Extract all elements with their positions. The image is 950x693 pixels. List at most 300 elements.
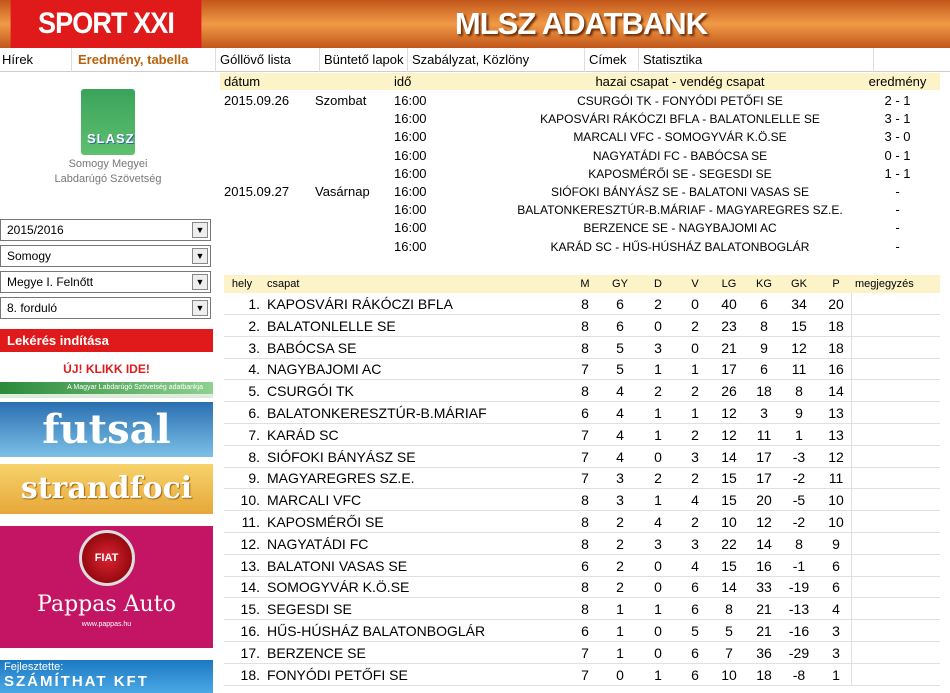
losses: 1: [691, 361, 699, 378]
goals-for: 10: [721, 666, 737, 683]
losses: 1: [691, 405, 699, 421]
goals-against: 12: [756, 514, 772, 530]
goals-for: 15: [721, 470, 737, 487]
note-cell: [851, 555, 940, 577]
col-match: hazai csapat - vendég csapat: [595, 74, 765, 89]
query-button[interactable]: Lekérés indítása: [0, 329, 213, 352]
wins: 4: [616, 448, 624, 465]
match-score: -: [895, 184, 900, 199]
wins: 6: [616, 317, 624, 334]
season-select-value: 2015/2016: [7, 223, 64, 237]
rank: 4.: [248, 361, 260, 378]
nav-item-statisztika[interactable]: Statisztika: [639, 48, 874, 72]
team-name[interactable]: KAPOSMÉRŐI SE: [267, 514, 384, 530]
goals-for: 8: [725, 601, 733, 618]
points: 13: [828, 405, 844, 421]
rank: 1.: [248, 296, 260, 312]
team-name[interactable]: FONYÓDI PETŐFI SE: [267, 666, 408, 683]
note-cell: [851, 642, 940, 664]
goal-diff: -3: [792, 448, 806, 465]
col-gy: GY: [612, 278, 628, 290]
note-cell: [851, 402, 940, 424]
match-score: 0 - 1: [884, 147, 911, 163]
sport-xxi-logo[interactable]: SPORT XXI: [11, 0, 202, 48]
points: 14: [828, 383, 844, 400]
points: 10: [828, 514, 844, 530]
match-score: -: [895, 238, 900, 254]
header-banner: [0, 0, 950, 48]
goals-for: 21: [721, 339, 737, 356]
matches: 6: [581, 405, 589, 421]
goal-diff: 1: [795, 426, 803, 443]
rank: 14.: [240, 579, 260, 596]
note-cell: [851, 598, 940, 620]
match-time: 16:00: [394, 184, 427, 199]
losses: 0: [691, 296, 699, 312]
developer-label: Fejlesztette:: [4, 661, 64, 673]
points: 6: [832, 579, 840, 596]
standings-row: [224, 598, 940, 620]
nav-item-gollovo-lista[interactable]: Góllövő lista: [216, 48, 320, 72]
standings-row: [224, 489, 940, 511]
team-name[interactable]: BALATONLELLE SE: [267, 317, 396, 334]
match-time: 16:00: [394, 202, 427, 218]
rank: 2.: [248, 317, 260, 334]
goals-against: 21: [756, 601, 772, 618]
match-date: 2015.09.27: [224, 184, 290, 199]
chevron-down-icon[interactable]: ▼: [192, 222, 208, 238]
draws: 0: [654, 644, 662, 661]
goal-diff: -8: [792, 666, 806, 683]
goal-diff: 11: [791, 361, 807, 378]
match-time: 16:00: [394, 165, 427, 181]
goal-diff: -13: [788, 601, 810, 618]
strandfoci-banner[interactable]: strandfoci: [0, 464, 213, 514]
rank: 16.: [240, 623, 260, 639]
team-name[interactable]: KAPOSVÁRI RÁKÓCZI BFLA: [267, 296, 453, 312]
note-cell: [851, 489, 940, 511]
goals-against: 21: [756, 623, 772, 639]
col-time: idő: [394, 74, 412, 89]
slasz-logo[interactable]: [48, 89, 168, 199]
match-row: [220, 219, 940, 237]
wins: 1: [616, 601, 624, 618]
note-cell: [851, 358, 940, 380]
goals-for: 15: [721, 557, 737, 574]
losses: 2: [691, 514, 699, 530]
goals-for: 7: [725, 644, 733, 661]
draws: 0: [654, 557, 662, 574]
matches: 8: [581, 601, 589, 618]
goals-against: 20: [756, 492, 772, 509]
rank: 6.: [248, 405, 260, 421]
matches: 8: [581, 492, 589, 509]
match-teams: KAPOSVÁRI RÁKÓCZI BFLA - BALATONLELLE SE: [540, 112, 820, 127]
col-m: M: [580, 278, 590, 290]
match-time: 16:00: [394, 111, 427, 127]
goals-for: 17: [721, 361, 737, 378]
nav-item-hirek[interactable]: Hírek: [0, 48, 72, 72]
wins: 2: [616, 535, 624, 552]
match-time: 16:00: [394, 147, 427, 163]
team-name[interactable]: BABÓCSA SE: [267, 339, 357, 356]
fiat-pappas-banner[interactable]: [0, 526, 213, 648]
team-name[interactable]: SIÓFOKI BÁNYÁSZ SE: [267, 448, 416, 465]
team-name[interactable]: NAGYBAJOMI AC: [267, 361, 382, 378]
col-gk: GK: [791, 278, 807, 290]
losses: 2: [691, 383, 699, 400]
points: 9: [832, 535, 840, 552]
rank: 12.: [240, 535, 260, 552]
nav-item-eredmeny-tabella[interactable]: Eredmény, tabella: [72, 48, 216, 72]
wins: 3: [616, 470, 624, 487]
note-cell: [851, 511, 940, 533]
draws: 0: [654, 317, 662, 334]
round-select[interactable]: [0, 297, 211, 319]
promo-new-label: ÚJ! KLIKK IDE!: [63, 362, 150, 376]
goals-against: 14: [756, 535, 772, 552]
matches: 6: [581, 557, 589, 574]
draws: 1: [654, 666, 662, 683]
goals-for: 22: [721, 535, 737, 552]
draws: 1: [654, 405, 662, 421]
team-name[interactable]: SOMOGYVÁR K.Ö.SE: [267, 579, 410, 596]
match-score: -: [895, 202, 900, 218]
points: 3: [832, 623, 840, 639]
goal-diff: 34: [791, 296, 807, 312]
losses: 0: [691, 339, 699, 356]
rank: 15.: [240, 601, 260, 618]
points: 3: [832, 644, 840, 661]
standings-row: [224, 337, 940, 359]
goal-diff: -1: [792, 557, 806, 574]
col-lg: LG: [721, 278, 737, 290]
nav-item-cimek[interactable]: Címek: [585, 48, 639, 72]
match-teams: BALATONKERESZTÚR-B.MÁRIAF - MAGYAREGRES SZ.E.: [517, 203, 843, 218]
note-cell: [851, 337, 940, 359]
match-teams: KARÁD SC - HŰS-HÚSHÁZ BALATONBOGLÁR: [550, 239, 810, 254]
goal-diff: 12: [791, 339, 807, 356]
losses: 2: [691, 426, 699, 443]
league-select-value: Megye I. Felnőtt: [7, 275, 94, 289]
match-row: [220, 128, 940, 146]
matches: 8: [581, 535, 589, 552]
matches: 7: [581, 361, 589, 378]
standings-row: [224, 533, 940, 555]
nav-item-szabalyzat[interactable]: Szabályzat, Közlöny: [408, 48, 585, 72]
draws: 3: [654, 535, 662, 552]
futsal-banner[interactable]: futsal: [0, 402, 213, 457]
match-row: [220, 183, 940, 201]
col-d: D: [654, 278, 662, 290]
goal-diff: -2: [792, 470, 806, 487]
goals-for: 14: [721, 579, 737, 596]
goals-against: 18: [756, 383, 772, 400]
draws: 3: [654, 339, 662, 356]
col-v: V: [691, 278, 699, 290]
losses: 6: [691, 579, 699, 596]
note-cell: [851, 620, 940, 642]
standings-row: [224, 424, 940, 446]
wins: 3: [616, 492, 624, 509]
team-name[interactable]: MAGYAREGRES SZ.E.: [267, 470, 415, 487]
standings-row: [224, 315, 940, 337]
goals-against: 8: [760, 317, 768, 334]
goals-for: 40: [721, 296, 737, 312]
match-teams: BERZENCE SE - NAGYBAJOMI AC: [583, 221, 777, 236]
match-score: 1 - 1: [884, 165, 911, 181]
note-cell: [851, 293, 940, 315]
goals-against: 6: [760, 361, 768, 378]
rank: 17.: [240, 644, 260, 661]
draws: 2: [654, 296, 662, 312]
note-cell: [851, 533, 940, 555]
draws: 4: [654, 514, 662, 530]
goal-diff: -2: [792, 514, 806, 530]
goals-for: 15: [721, 492, 737, 509]
matches: 7: [581, 666, 589, 683]
top-nav: [0, 48, 950, 72]
team-name[interactable]: KARÁD SC: [267, 426, 339, 443]
draws: 1: [654, 361, 662, 378]
matches: 8: [581, 383, 589, 400]
goal-diff: 15: [791, 317, 807, 334]
goals-against: 36: [756, 644, 772, 661]
match-day: Szombat: [315, 93, 367, 108]
match-score: -: [895, 220, 900, 236]
standings-row: [224, 293, 940, 315]
match-date: 2015.09.26: [224, 93, 290, 108]
losses: 2: [691, 470, 699, 487]
fiat-emblem-icon: FIAT: [79, 530, 135, 586]
standings-row: [224, 380, 940, 402]
match-day: Vasárnap: [315, 184, 370, 199]
rank: 5.: [248, 383, 260, 400]
match-row: [220, 110, 940, 128]
points: 16: [828, 361, 844, 378]
standings-row: [224, 620, 940, 642]
note-cell: [851, 664, 940, 686]
goal-diff: -29: [788, 644, 810, 661]
note-cell: [851, 446, 940, 468]
rank: 9.: [248, 470, 260, 487]
goals-against: 18: [756, 666, 772, 683]
matches: 8: [581, 296, 589, 312]
rank: 10.: [240, 492, 260, 509]
col-result: eredmény: [868, 74, 927, 89]
goals-against: 17: [756, 448, 772, 465]
goals-against: 6: [760, 296, 768, 312]
slasz-caption-1: Somogy Megyei: [68, 158, 148, 170]
goal-diff: -19: [788, 579, 810, 596]
round-select-value: 8. forduló: [7, 301, 58, 315]
rank: 3.: [248, 339, 260, 356]
points: 18: [828, 339, 844, 356]
match-teams: NAGYATÁDI FC - BABÓCSA SE: [592, 148, 768, 163]
season-select[interactable]: [0, 219, 211, 241]
team-name[interactable]: HŰS-HÚSHÁZ BALATONBOGLÁR: [267, 623, 486, 639]
county-select[interactable]: [0, 245, 211, 267]
standings-header: [224, 275, 940, 293]
col-kg: KG: [756, 278, 772, 290]
fiat-dealer-name: Pappas Auto: [37, 592, 176, 617]
team-name[interactable]: BERZENCE SE: [267, 644, 366, 661]
match-row: [220, 201, 940, 219]
note-cell: [851, 380, 940, 402]
rank: 8.: [248, 448, 260, 465]
goals-against: 11: [756, 426, 772, 443]
losses: 2: [691, 317, 699, 334]
chevron-down-icon[interactable]: ▼: [192, 248, 208, 264]
standings-row: [224, 664, 940, 686]
match-row: [220, 147, 940, 165]
goals-for: 5: [725, 623, 733, 639]
goals-against: 33: [756, 579, 772, 596]
wins: 5: [616, 339, 624, 356]
team-name[interactable]: CSURGÓI TK: [267, 383, 354, 400]
rank: 7.: [248, 426, 260, 443]
col-csapat: csapat: [267, 278, 300, 290]
goals-for: 23: [721, 317, 737, 334]
match-row: [220, 238, 940, 256]
standings-row: [224, 511, 940, 533]
points: 13: [828, 426, 844, 443]
goals-against: 17: [756, 470, 772, 487]
note-cell: [851, 424, 940, 446]
losses: 6: [691, 644, 699, 661]
match-row: [220, 92, 940, 110]
goals-for: 12: [721, 405, 737, 421]
match-teams: CSURGÓI TK - FONYÓDI PETŐFI SE: [577, 94, 783, 108]
goals-against: 3: [760, 405, 768, 421]
goals-against: 16: [756, 557, 772, 574]
goal-diff: 8: [795, 383, 803, 400]
points: 6: [832, 557, 840, 574]
points: 11: [828, 470, 844, 487]
matches: 7: [581, 426, 589, 443]
col-date: dátum: [224, 74, 261, 89]
matches: 7: [581, 470, 589, 487]
standings-row: [224, 467, 940, 489]
standings-row: [224, 358, 940, 380]
draws: 0: [654, 579, 662, 596]
wins: 1: [616, 644, 624, 661]
promo-new-banner[interactable]: [0, 356, 213, 398]
nav-item-bunteto-lapok[interactable]: Büntető lapok: [320, 48, 408, 72]
points: 20: [828, 296, 844, 312]
matches: 7: [581, 644, 589, 661]
draws: 1: [654, 426, 662, 443]
wins: 0: [616, 666, 624, 683]
draws: 0: [654, 623, 662, 639]
team-name[interactable]: BALATONKERESZTÚR-B.MÁRIAF: [267, 405, 487, 421]
match-score: 2 - 1: [884, 93, 911, 108]
team-name[interactable]: NAGYATÁDI FC: [267, 535, 369, 552]
results-header: [220, 73, 940, 90]
chevron-down-icon[interactable]: ▼: [192, 274, 208, 290]
wins: 4: [616, 405, 624, 421]
slasz-emblem-icon: [81, 89, 135, 155]
match-time: 16:00: [394, 93, 427, 108]
brand-title: MLSZ ADATBANK: [454, 6, 708, 41]
developer-banner[interactable]: [0, 660, 213, 693]
league-select[interactable]: [0, 271, 211, 293]
note-cell: [851, 576, 940, 598]
match-score: 3 - 0: [884, 129, 911, 145]
losses: 3: [691, 448, 699, 465]
wins: 2: [616, 557, 624, 574]
losses: 4: [691, 557, 699, 574]
losses: 5: [691, 623, 699, 639]
wins: 1: [616, 623, 624, 639]
goal-diff: -16: [788, 623, 810, 639]
points: 18: [828, 317, 844, 334]
team-name[interactable]: SEGESDI SE: [267, 601, 352, 618]
team-name[interactable]: BALATONI VASAS SE: [267, 557, 408, 574]
goal-diff: 9: [795, 405, 803, 421]
points: 4: [832, 601, 840, 618]
goal-diff: 8: [795, 535, 803, 552]
matches: 6: [581, 623, 589, 639]
col-megjegyzes: megjegyzés: [855, 278, 914, 290]
wins: 5: [616, 361, 624, 378]
draws: 0: [654, 448, 662, 465]
points: 12: [828, 448, 844, 465]
matches: 8: [581, 317, 589, 334]
draws: 2: [654, 383, 662, 400]
wins: 2: [616, 514, 624, 530]
wins: 4: [616, 426, 624, 443]
standings-row: [224, 642, 940, 664]
note-cell: [851, 467, 940, 489]
match-time: 16:00: [394, 238, 427, 254]
matches: 8: [581, 579, 589, 596]
chevron-down-icon[interactable]: ▼: [192, 300, 208, 316]
goals-for: 14: [721, 448, 737, 465]
losses: 6: [691, 601, 699, 618]
rank: 13.: [240, 557, 260, 574]
standings-row: [224, 402, 940, 424]
matches: 7: [581, 448, 589, 465]
losses: 6: [691, 666, 699, 683]
goal-diff: -5: [792, 492, 806, 509]
match-row: [220, 165, 940, 183]
goals-for: 10: [721, 514, 737, 530]
match-teams: SIÓFOKI BÁNYÁSZ SE - BALATONI VASAS SE: [550, 185, 810, 199]
draws: 2: [654, 470, 662, 487]
county-select-value: Somogy: [7, 249, 52, 263]
note-cell: [851, 315, 940, 337]
col-p: P: [832, 278, 840, 290]
losses: 4: [691, 492, 699, 509]
slasz-logo-text: SLASZ: [87, 131, 135, 146]
points: 1: [832, 666, 840, 683]
match-time: 16:00: [394, 129, 427, 145]
rank: 18.: [240, 666, 260, 683]
points: 10: [828, 492, 844, 509]
draws: 1: [654, 601, 662, 618]
losses: 3: [691, 535, 699, 552]
match-score: 3 - 1: [884, 111, 911, 127]
fiat-url: www.pappas.hu: [81, 621, 132, 628]
matches: 8: [581, 339, 589, 356]
draws: 1: [654, 492, 662, 509]
team-name[interactable]: MARCALI VFC: [267, 492, 362, 509]
slasz-caption-2: Labdarúgó Szövetség: [54, 173, 162, 185]
promo-new-sub: A Magyar Labdarúgó Szövetség adatbankja: [0, 382, 213, 394]
match-time: 16:00: [394, 220, 427, 236]
matches: 8: [581, 514, 589, 530]
